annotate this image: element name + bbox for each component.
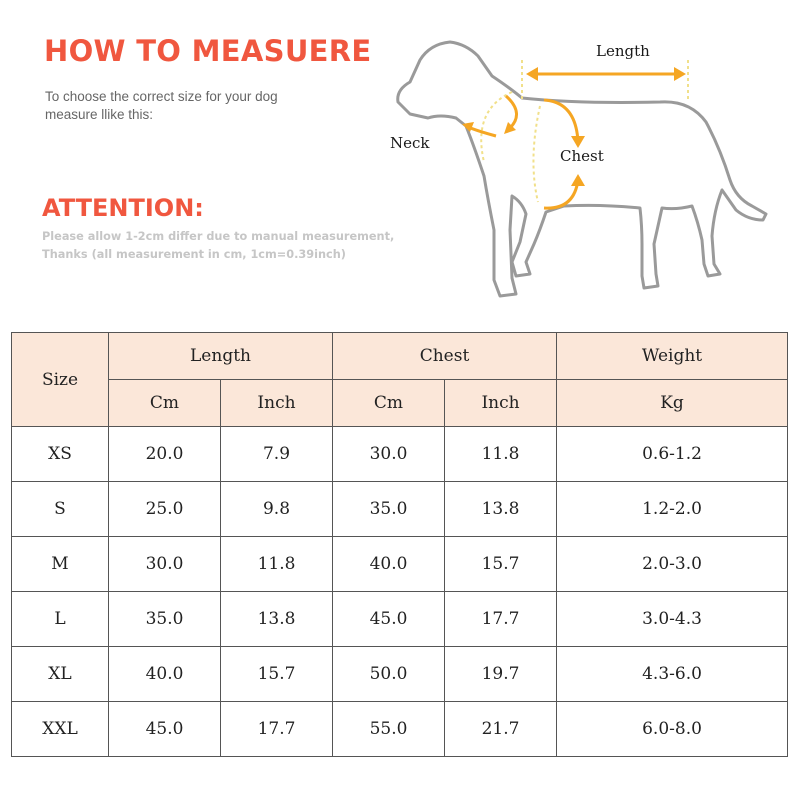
- header-row-1: [12, 333, 788, 380]
- weight-kg-header: Kg: [557, 380, 788, 427]
- chest-header: Chest: [333, 333, 557, 380]
- chest-inch-cell: 19.7: [445, 647, 557, 702]
- length-cm-cell: 35.0: [109, 592, 221, 647]
- chest-label: Chest: [560, 147, 604, 165]
- length-label: Length: [596, 42, 650, 60]
- weight-header: Weight: [557, 333, 788, 380]
- chest-cm-cell: 55.0: [333, 702, 445, 757]
- table-row: [12, 702, 788, 757]
- weight-cell: 1.2-2.0: [557, 482, 788, 537]
- length-cm-cell: 20.0: [109, 427, 221, 482]
- chest-inch-cell: 21.7: [445, 702, 557, 757]
- note-line-2: Thanks (all measurement in cm, 1cm=0.39inch): [42, 248, 346, 261]
- chest-cm-cell: 35.0: [333, 482, 445, 537]
- length-inch-cell: 9.8: [221, 482, 333, 537]
- size-cell: M: [12, 537, 109, 592]
- chest-guide: [533, 106, 540, 202]
- weight-cell: 0.6-1.2: [557, 427, 788, 482]
- length-cm-cell: 40.0: [109, 647, 221, 702]
- length-cm-cell: 45.0: [109, 702, 221, 757]
- chest-cm-header: Cm: [333, 380, 445, 427]
- table-row: [12, 482, 788, 537]
- chest-cm-cell: 40.0: [333, 537, 445, 592]
- length-inch-cell: 11.8: [221, 537, 333, 592]
- length-cm-cell: 30.0: [109, 537, 221, 592]
- chest-arrow-upper: [544, 100, 578, 142]
- table-row: [12, 647, 788, 702]
- chest-arrow-lower-head: [571, 174, 585, 186]
- attention-heading: ATTENTION:: [42, 194, 204, 222]
- size-cell: XL: [12, 647, 109, 702]
- length-inch-header: Inch: [221, 380, 333, 427]
- intro-text: [45, 88, 345, 124]
- dog-outline: [398, 42, 766, 296]
- intro-line-1: To choose the correct size for your dog: [45, 89, 278, 104]
- chest-cm-cell: 50.0: [333, 647, 445, 702]
- table-row: [12, 592, 788, 647]
- length-arrow-left-head: [526, 67, 538, 81]
- size-cell: S: [12, 482, 109, 537]
- length-inch-cell: 17.7: [221, 702, 333, 757]
- weight-cell: 4.3-6.0: [557, 647, 788, 702]
- dog-measurement-diagram: [380, 30, 780, 330]
- chest-inch-cell: 13.8: [445, 482, 557, 537]
- chest-cm-cell: 30.0: [333, 427, 445, 482]
- page-title: HOW TO MEASUERE: [44, 34, 372, 68]
- length-cm-header: Cm: [109, 380, 221, 427]
- chest-inch-cell: 15.7: [445, 537, 557, 592]
- length-inch-cell: 7.9: [221, 427, 333, 482]
- length-cm-cell: 25.0: [109, 482, 221, 537]
- chest-inch-header: Inch: [445, 380, 557, 427]
- size-cell: XS: [12, 427, 109, 482]
- intro-line-2: measure llike this:: [45, 107, 154, 122]
- size-chart-table: [11, 332, 788, 757]
- weight-cell: 6.0-8.0: [557, 702, 788, 757]
- weight-cell: 3.0-4.3: [557, 592, 788, 647]
- length-inch-cell: 13.8: [221, 592, 333, 647]
- attention-note: [42, 228, 422, 264]
- header-row-2: [12, 380, 788, 427]
- length-arrow-right-head: [674, 67, 686, 81]
- size-cell: L: [12, 592, 109, 647]
- weight-cell: 2.0-3.0: [557, 537, 788, 592]
- size-cell: XXL: [12, 702, 109, 757]
- chest-cm-cell: 45.0: [333, 592, 445, 647]
- neck-label: Neck: [390, 134, 430, 152]
- note-line-1: Please allow 1-2cm differ due to manual measurement,: [42, 230, 395, 243]
- size-header: Size: [12, 333, 109, 427]
- chest-inch-cell: 11.8: [445, 427, 557, 482]
- table-row: [12, 427, 788, 482]
- length-inch-cell: 15.7: [221, 647, 333, 702]
- chest-inch-cell: 17.7: [445, 592, 557, 647]
- table-row: [12, 537, 788, 592]
- length-header: Length: [109, 333, 333, 380]
